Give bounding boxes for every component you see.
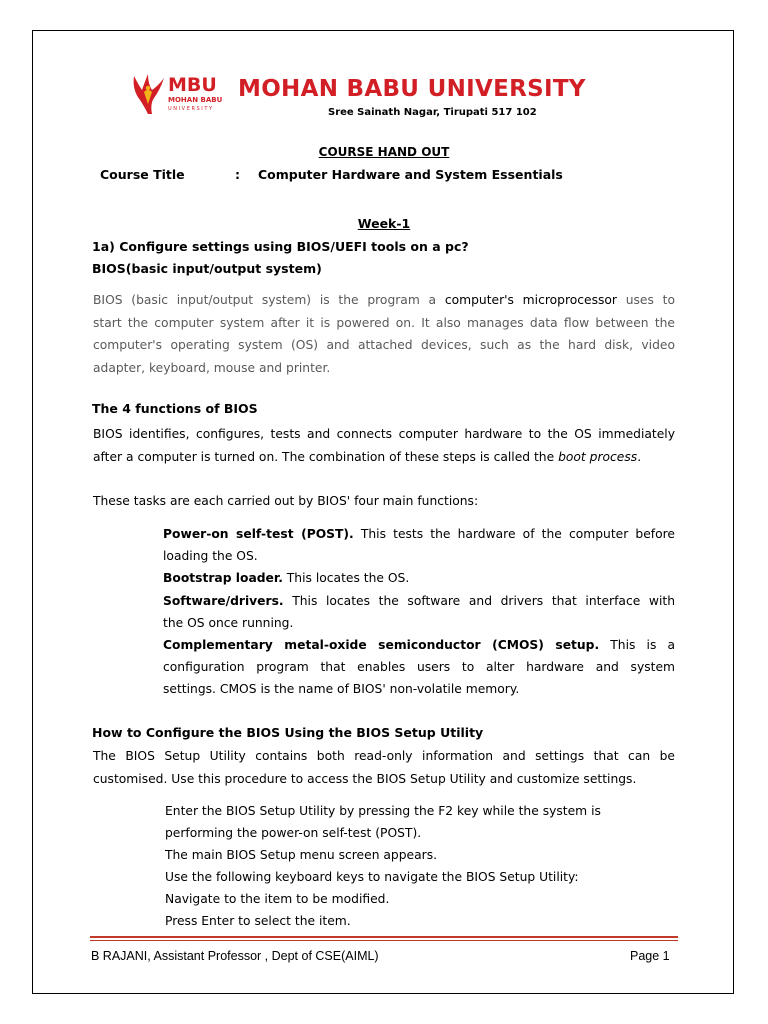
question-heading: 1a) Configure settings using BIOS/UEFI tools on a pc? xyxy=(92,239,469,254)
footer-author: B RAJANI, Assistant Professor , Dept of CSE(AIML) xyxy=(91,949,379,963)
course-separator: : xyxy=(235,167,240,182)
step-line: The main BIOS Setup menu screen appears. xyxy=(165,848,438,862)
university-name: MOHAN BABU UNIVERSITY xyxy=(238,76,586,102)
document-title: COURSE HAND OUT xyxy=(318,145,450,159)
configure-heading: How to Configure the BIOS Using the BIOS Setup Utility xyxy=(92,725,484,740)
function-item-drivers: Software/drivers. This locates the software and drivers that interface with the OS once running. xyxy=(163,594,675,630)
bios-heading: BIOS(basic input/output system) xyxy=(92,261,322,276)
functions-paragraph: BIOS identifies, configures, tests and connects computer hardware to the OS immediately after a computer is turned on. The combination of these steps is called the boot process. xyxy=(93,427,675,464)
function-item-cmos: Complementary metal-oxide semiconductor (CMOS) setup. This is a configuration program that enables users to alter hardware and system settings. CMOS is the name of BIOS' non-volatile memory. xyxy=(163,638,675,696)
microprocessor-term: computer's microprocessor xyxy=(444,293,617,307)
step-line: Press Enter to select the item. xyxy=(165,914,351,928)
step-line: Navigate to the item to be modified. xyxy=(165,892,390,906)
step-line: performing the power-on self-test (POST). xyxy=(165,826,422,840)
university-address: Sree Sainath Nagar, Tirupati 517 102 xyxy=(328,107,537,118)
course-label: Course Title xyxy=(100,167,185,182)
svg-text:UNIVERSITY: UNIVERSITY xyxy=(168,106,214,112)
university-logo xyxy=(130,70,230,118)
letterhead xyxy=(130,70,650,120)
step-line: Enter the BIOS Setup Utility by pressing the F2 key while the system is xyxy=(165,804,601,818)
boot-process-term: boot process xyxy=(558,449,638,464)
bios-paragraph: BIOS (basic input/output system) is the program a computer's microprocessor uses to start the computer system after it is powered on. It also manages data flow between the computer's operating system (OS) and attached devices, such as the hard disk, video adapter, keyboard, mouse and printer. xyxy=(93,293,675,375)
tasks-intro: These tasks are each carried out by BIOS' four main functions: xyxy=(93,494,479,508)
footer-page-number: Page 1 xyxy=(630,949,670,963)
svg-text:MOHAN BABU: MOHAN BABU xyxy=(168,96,223,104)
week-heading: Week-1 xyxy=(357,216,411,231)
functions-heading: The 4 functions of BIOS xyxy=(92,401,258,416)
configure-paragraph: The BIOS Setup Utility contains both read-only information and settings that can be customised. Use this procedure to access the BIOS Setup Utility and customize settings. xyxy=(93,749,675,786)
course-value: Computer Hardware and System Essentials xyxy=(258,167,563,182)
logo-mark-text: MBU xyxy=(168,74,217,96)
function-item-post: Power-on self-test (POST). This tests the hardware of the computer before loading the OS. xyxy=(163,527,675,563)
setup-steps xyxy=(165,800,665,932)
function-item-bootstrap: Bootstrap loader. This locates the OS. xyxy=(163,571,410,585)
step-line: Use the following keyboard keys to navigate the BIOS Setup Utility: xyxy=(165,870,579,884)
footer-divider xyxy=(90,936,678,938)
phoenix-icon xyxy=(134,74,164,114)
footer-divider-thin xyxy=(90,940,678,941)
